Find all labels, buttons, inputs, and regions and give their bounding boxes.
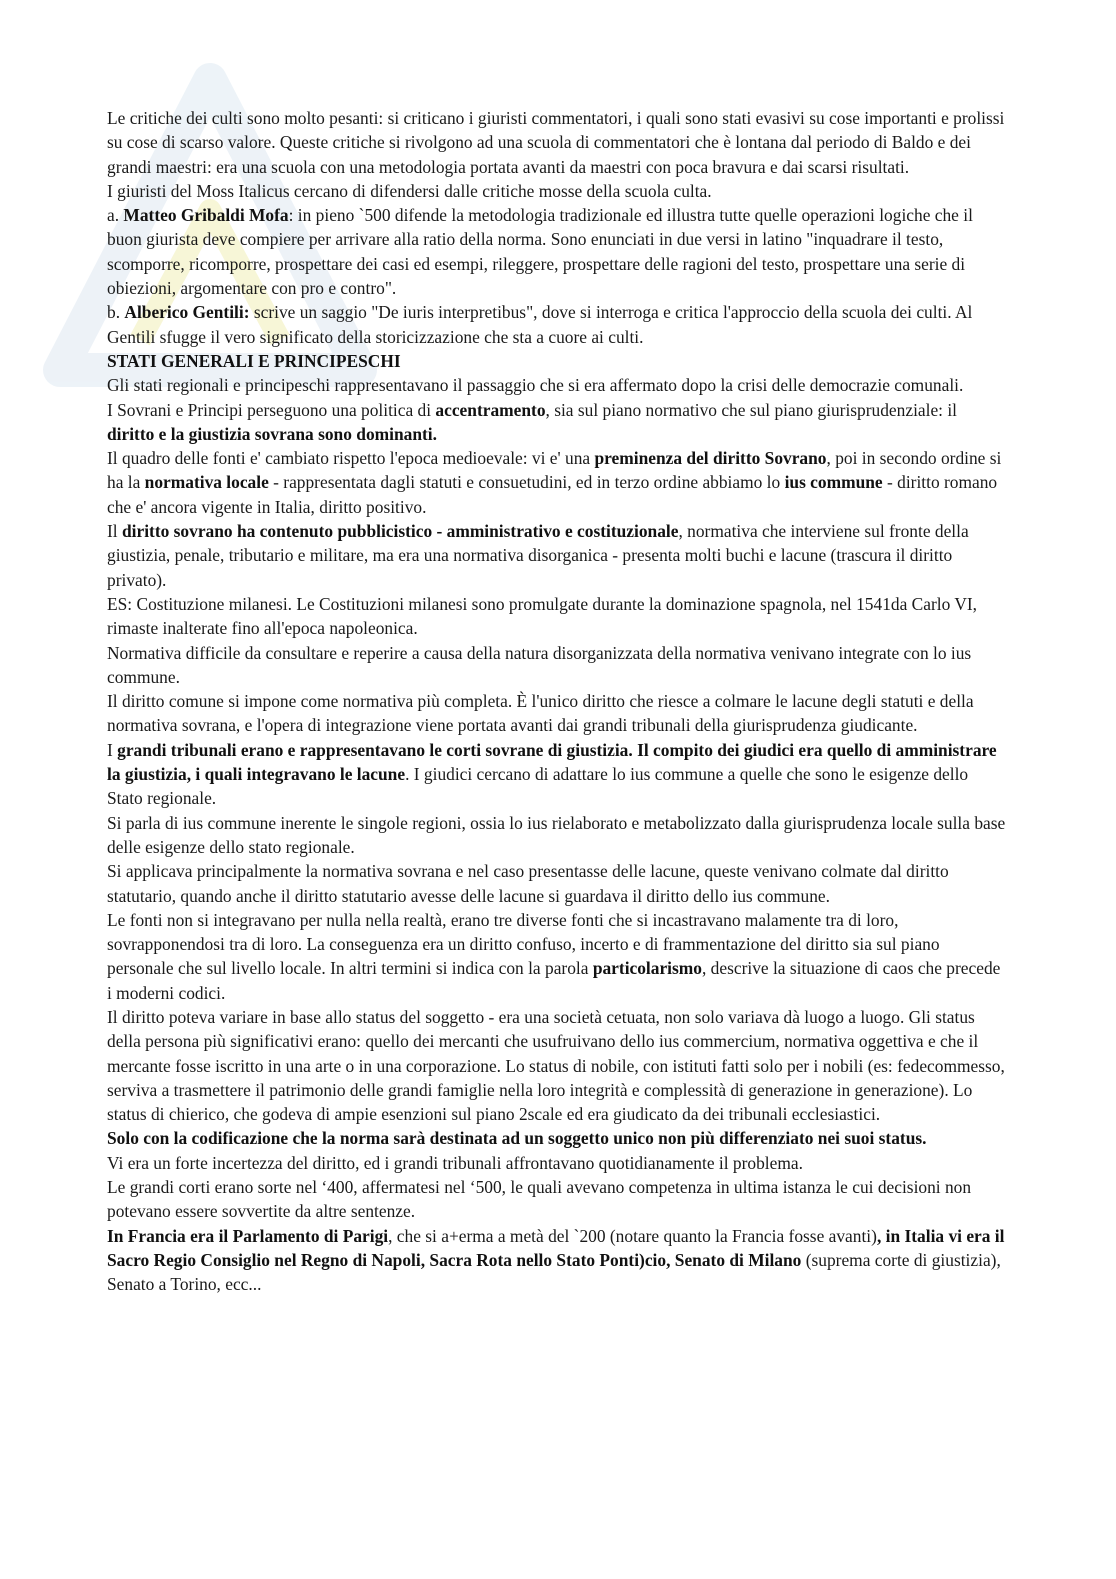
paragraph (107, 592, 1007, 641)
text-run: scrive un saggio "De iuris interpretibus", dove si interroga e critica l'approccio della scuola dei culti. Al Gentili sfugge il vero significato della storicizzazione che sta a cuore ai culti. (107, 302, 973, 347)
text-run: : in pieno `500 difende la metodologia tradizionale ed illustra tutte quelle operazioni logiche che il buon giurista deve compiere per arrivare alla ratio della norma. Sono enunciati in due versi in latino "inquadrare il testo, scomporre, ricomporre, prospettare dei casi ed esempi, rileggere, prospettare delle ragioni del testo, prospettare una serie di obiezioni, argomentare con pro e contro". (107, 205, 973, 299)
bold-text: diritto e la giustizia sovrana sono dominanti. (107, 423, 437, 444)
paragraph (107, 641, 1007, 690)
bold-text: normativa locale (144, 472, 269, 493)
document-page (107, 106, 1007, 1297)
text-run: (suprema corte di giustizia), Senato a Torino, ecc... (107, 1249, 1001, 1295)
paragraph (107, 908, 1007, 1005)
bold-text: grandi tribunali erano e rappresentavano le corti sovrane di giustizia. Il compito dei giudici era quello di amministrare la giustizia, i quali integravano le lacune (107, 739, 997, 785)
text-run: , poi in secondo ordine si ha la (107, 448, 1002, 493)
text-run: I giuristi del Moss Italicus cercano di difendersi dalle critiche mosse della scuola culta. (107, 180, 712, 201)
bold-text: Alberico Gentili: (124, 302, 250, 323)
paragraph (107, 859, 1007, 908)
text-run: , descrive la situazione di caos che precede i moderni codici. (107, 958, 1001, 1003)
text-run: - rappresentata dagli statuti e consuetudini, ed in terzo ordine abbiamo lo (268, 472, 785, 493)
bold-text: preminenza del diritto Sovrano (594, 448, 827, 469)
text-run: Le grandi corti erano sorte nel ‘400, affermatesi nel ‘500, le quali avevano competenza in ultima istanza le cui decisioni non potevano essere sovvertite da altre sentenze. (107, 1177, 972, 1222)
text-run: Il (107, 521, 122, 542)
paragraph (107, 1126, 1007, 1150)
text-run: , che si a+erma a metà del `200 (notare quanto la Francia fosse avanti) (388, 1225, 877, 1246)
text-run: Si parla di ius commune inerente le singole regioni, ossia lo ius rielaborato e metabolizzato dalla giurisprudenza locale sulla base delle esigenze dello stato regionale. (107, 812, 1006, 857)
bold-text: Solo con la codificazione che la norma sarà destinata ad un soggetto unico non più differenziato nei suoi status. (107, 1128, 927, 1149)
paragraph (107, 738, 1007, 811)
text-run: Gli stati regionali e principeschi rappresentavano il passaggio che si era affermato dopo la crisi delle democrazie comunali. (107, 375, 964, 396)
section-heading (107, 349, 1007, 373)
text-run: . I giudici cercano di adattare lo ius commune a quelle che sono le esigenze dello Stato regionale. (107, 764, 969, 809)
paragraph (107, 300, 1007, 349)
paragraph (107, 1175, 1007, 1224)
bold-text: In Francia era il Parlamento di Parigi (107, 1225, 389, 1246)
bold-text: diritto sovrano ha contenuto pubblicistico - amministrativo e costituzionale (121, 521, 679, 542)
paragraph (107, 1005, 1007, 1126)
paragraph (107, 106, 1007, 179)
text-run: Si applicava principalmente la normativa sovrana e nel caso presentasse delle lacune, queste venivano colmate dal diritto statutario, quando anche il diritto statutario avesse delle lacune si guardava il diritto dello ius commune. (107, 861, 949, 906)
text-run: ES: Costituzione milanesi. Le Costituzioni milanesi sono promulgate durante la dominazione spagnola, nel 1541da Carlo VI, rimaste inalterate fino all'epoca napoleonica. (107, 593, 978, 639)
paragraph (107, 373, 1007, 397)
paragraph (107, 519, 1007, 592)
paragraph (107, 398, 1007, 447)
text-run: I (107, 739, 118, 760)
text-run: , sia sul piano normativo che sul piano giurisprudenziale: il (545, 399, 958, 420)
paragraph (107, 179, 1007, 203)
paragraph (107, 446, 1007, 519)
paragraph (107, 811, 1007, 860)
text-run: Il diritto poteva variare in base allo status del soggetto - era una società cetuata, non solo variava dà luogo a luogo. Gli status della persona più significativi erano: quello dei mercanti che usufruivano dello ius commercium, normativa oggettiva e che il mercante fosse iscritto in una arte o in una corporazione. Lo status di nobile, con istituti fatti solo per i nobili (es: fedecommesso, serviva a trasmettere il patrimonio delle grandi famiglie nella loro integrità e complessità di generazione in generazione). Lo status di chierico, che godeva di ampie esenzioni sul piano 2scale ed era giudicato da dei tribunali ecclesiastici. (107, 1006, 1005, 1125)
bold-text: particolarismo (592, 958, 702, 979)
text-run: Normativa difficile da consultare e reperire a causa della natura disorganizzata della normativa venivano integrate con lo ius commune. (107, 642, 972, 687)
text-run: Le fonti non si integravano per nulla nella realtà, erano tre diverse fonti che si incastravano malamente tra di loro, sovrapponendosi tra di loro. La conseguenza era un diritto confuso, incerto e di frammentazione del diritto sia sul piano personale che sul livello locale. In altri termini si indica con la parola (107, 909, 940, 979)
bold-text: Matteo Gribaldi Mofa (123, 205, 289, 226)
bold-text: ius commune (784, 472, 883, 493)
bold-text: , in Italia vi era il Sacro Regio Consiglio nel Regno di Napoli, Sacra Rota nello Stato Ponti)cio, Senato di Milano (107, 1225, 1005, 1270)
paragraph (107, 203, 1007, 300)
text-run: - diritto romano che e' ancora vigente in Italia, diritto positivo. (107, 472, 998, 517)
text-run: Il diritto comune si impone come normativa più completa. È l'unico diritto che riesce a colmare le lacune degli statuti e della normativa sovrana, e l'opera di integrazione viene portata avanti dai grandi tribunali della giurisprudenza giudicante. (107, 691, 974, 736)
paragraph (107, 689, 1007, 738)
text-run: Vi era un forte incertezza del diritto, ed i grandi tribunali affrontavano quotidianamente il problema. (107, 1152, 803, 1173)
text-run: Le critiche dei culti sono molto pesanti: si criticano i giuristi commentatori, i quali sono stati evasivi su cose importanti e prolissi su cose di scarso valore. Queste critiche si rivolgono ad una scuola di commentatori che è lontana dal periodo di Baldo e dei grandi maestri: era una scuola con una metodologia portata avanti da maestri con poca bravura e dai scarsi risultati. (107, 108, 1005, 177)
text-run: b. (107, 302, 125, 323)
text-run: I Sovrani e Principi perseguono una politica di (107, 399, 436, 420)
bold-text: accentramento (435, 399, 546, 420)
paragraph (107, 1151, 1007, 1175)
text-run: a. (107, 205, 124, 226)
text-run: Il quadro delle fonti e' cambiato rispetto l'epoca medioevale: vi e' una (107, 448, 595, 469)
text-run: , normativa che interviene sul fronte della giustizia, penale, tributario e militare, ma era una normativa disorganica - presenta molti buchi e lacune (trascura il diritto privato). (107, 521, 969, 590)
paragraph (107, 1224, 1007, 1297)
bold-text: STATI GENERALI E PRINCIPESCHI (107, 350, 401, 371)
